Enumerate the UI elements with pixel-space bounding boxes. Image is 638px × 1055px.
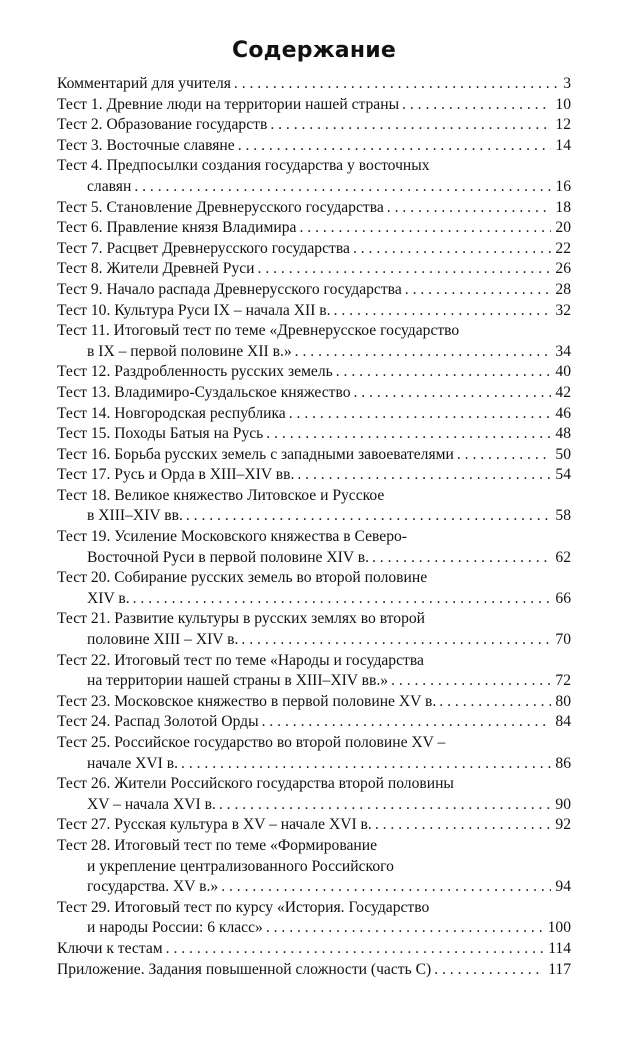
toc-entry-line <box>57 486 571 507</box>
toc-entry-text: Тест 22. Итоговый тест по теме «Народы и государства <box>57 651 424 669</box>
toc-entry-line <box>57 465 571 486</box>
toc-entry-line <box>57 939 571 960</box>
toc-entry-text: Тест 8. Жители Древней Руси <box>57 260 255 278</box>
dot-leader <box>186 506 552 527</box>
toc-entry-text: государства. XV в.» <box>87 878 219 896</box>
toc-page-number: 22 <box>555 239 571 257</box>
toc-page-number: 90 <box>555 795 571 813</box>
toc-page-number: 70 <box>555 631 571 649</box>
dot-leader <box>238 136 552 157</box>
toc-entry-text: Тест 17. Русь и Орда в XIII–XIV вв. <box>57 466 295 484</box>
toc-entry <box>57 321 571 362</box>
toc-entry-text: Тест 4. Предпосылки создания государства у восточных <box>57 157 430 175</box>
toc-entry-text: Тест 16. Борьба русских земель с западными завоевателями <box>57 445 454 463</box>
toc-entry-continuation-line <box>57 795 571 816</box>
toc-page-number: 114 <box>548 939 571 957</box>
toc-entry-line <box>57 239 571 260</box>
toc-entry-text: XIV в. <box>87 589 130 607</box>
toc-entry-line <box>57 836 571 857</box>
toc-entry-text: Тест 25. Российское государство во второй половине XV – <box>57 734 446 751</box>
toc-entry-text: Тест 23. Московское княжество в первой половине XV в. <box>57 692 437 710</box>
toc-entry-continuation-line <box>57 754 571 775</box>
toc-page-number: 92 <box>555 816 571 834</box>
toc-entry-text: Тест 29. Итоговый тест по курсу «История. Государство <box>57 898 430 916</box>
dot-leader <box>375 815 552 836</box>
toc-entry-line <box>57 404 571 425</box>
dot-leader <box>405 280 552 301</box>
toc-entry-text: Ключи к тестам <box>57 939 163 957</box>
toc-entry-line <box>57 136 571 157</box>
toc-entry-continuation-line <box>57 857 571 878</box>
toc-entry <box>57 280 571 301</box>
toc-entry-text: Тест 26. Жители Российского государства второй половины <box>57 775 454 793</box>
toc-entry-text: Тест 21. Развитие культуры в русских землях во второй <box>57 610 426 628</box>
toc-page-number: 66 <box>555 589 571 607</box>
toc-entry <box>57 74 571 95</box>
toc-entry-line <box>57 651 571 672</box>
dot-leader <box>334 301 552 322</box>
toc-entry-continuation-line <box>57 589 571 610</box>
toc-entry <box>57 815 571 836</box>
toc-page-number: 80 <box>555 692 571 710</box>
toc-entry-text: половине XIII – XIV в. <box>87 631 239 649</box>
toc-entry <box>57 136 571 157</box>
toc-page-number: 12 <box>555 116 571 134</box>
toc-page-number: 46 <box>555 404 571 422</box>
toc-entry <box>57 960 571 981</box>
toc-entry-text: Тест 14. Новгородская республика <box>57 404 286 422</box>
toc-entry-line <box>57 424 571 445</box>
toc-entry <box>57 527 571 568</box>
toc-entry-text: Тест 11. Итоговый тест по теме «Древнерусское государство <box>57 322 460 340</box>
dot-leader <box>221 877 551 898</box>
toc-entry <box>57 445 571 466</box>
toc-entry-text: Тест 28. Итоговый тест по теме «Формирование <box>57 836 378 854</box>
toc-entry <box>57 898 571 939</box>
toc-entry-line <box>57 609 571 630</box>
toc-page-number: 62 <box>555 548 571 566</box>
toc-entry <box>57 424 571 445</box>
toc-entry <box>57 383 571 404</box>
toc-page-number: 54 <box>555 466 571 484</box>
toc-entry-text: Тест 5. Становление Древнерусского государства <box>57 198 384 216</box>
toc-entry-line <box>57 259 571 280</box>
table-of-contents <box>57 74 571 980</box>
toc-entry-text: XV – начала XVI в. <box>87 795 216 813</box>
toc-entry-text: и народы России: 6 класс» <box>87 919 263 937</box>
toc-entry-continuation-line <box>57 506 571 527</box>
toc-page-number: 48 <box>555 425 571 443</box>
toc-entry-text: Тест 18. Великое княжество Литовское и Русское <box>57 486 385 504</box>
dot-leader <box>402 95 551 116</box>
toc-entry-text: Тест 13. Владимиро-Суздальское княжество <box>57 383 351 401</box>
toc-entry-continuation-line <box>57 671 571 692</box>
toc-entry-line <box>57 712 571 733</box>
dot-leader <box>241 630 551 651</box>
toc-entry-line <box>57 218 571 239</box>
dot-leader <box>387 198 552 219</box>
dot-leader <box>353 239 551 260</box>
toc-entry <box>57 259 571 280</box>
toc-entry-text: Тест 1. Древние люди на территории нашей страны <box>57 95 400 113</box>
toc-entry-line <box>57 445 571 466</box>
toc-entry <box>57 95 571 116</box>
dot-leader <box>299 218 551 239</box>
toc-entry-line <box>57 898 571 919</box>
toc-entry-text: Приложение. Задания повышенной сложности (часть С) <box>57 960 432 978</box>
toc-entry-text: Тест 10. Культура Руси IX – начала XII в. <box>57 301 331 319</box>
toc-page-number: 20 <box>555 219 571 237</box>
dot-leader <box>266 918 544 939</box>
toc-entry-text: Восточной Руси в первой половине XIV в. <box>87 548 369 566</box>
toc-entry-line <box>57 280 571 301</box>
toc-page-number: 14 <box>555 136 571 154</box>
toc-entry <box>57 774 571 815</box>
toc-entry-line <box>57 774 571 795</box>
toc-entry-line <box>57 74 571 95</box>
toc-entry-line <box>57 527 571 548</box>
toc-entry-text: в XIII–XIV вв. <box>87 507 183 525</box>
toc-page-number: 26 <box>555 260 571 278</box>
toc-entry-text: Тест 20. Собирание русских земель во второй половине <box>57 569 428 587</box>
toc-entry-line <box>57 692 571 713</box>
dot-leader <box>134 177 551 198</box>
page-title: Содержание <box>232 38 396 63</box>
toc-entry-line <box>57 815 571 836</box>
toc-entry-text: Тест 6. Правление князя Владимира <box>57 219 297 237</box>
toc-entry <box>57 301 571 322</box>
toc-entry-line <box>57 115 571 136</box>
toc-entry-continuation-line <box>57 548 571 569</box>
toc-entry <box>57 836 571 898</box>
toc-page-number: 28 <box>555 280 571 298</box>
toc-page-number: 50 <box>555 445 571 463</box>
toc-entry-continuation-line <box>57 177 571 198</box>
dot-leader <box>439 692 551 713</box>
toc-entry-line <box>57 568 571 589</box>
toc-entry-line <box>57 383 571 404</box>
toc-page-number: 117 <box>548 960 571 978</box>
toc-entry <box>57 115 571 136</box>
dot-leader <box>297 465 551 486</box>
toc-page-number: 94 <box>555 878 571 896</box>
toc-entry <box>57 939 571 960</box>
toc-entry <box>57 404 571 425</box>
toc-entry-continuation-line <box>57 342 571 363</box>
dot-leader <box>258 259 552 280</box>
dot-leader <box>219 795 552 816</box>
toc-page-number: 100 <box>547 919 571 937</box>
toc-entry-line <box>57 95 571 116</box>
dot-leader <box>181 754 551 775</box>
toc-entry-text: Тест 3. Восточные славяне <box>57 136 235 154</box>
toc-entry-text: Комментарий для учителя <box>57 75 231 92</box>
toc-entry <box>57 609 571 650</box>
toc-entry <box>57 486 571 527</box>
toc-page-number: 84 <box>555 713 571 731</box>
toc-entry <box>57 568 571 609</box>
toc-entry-text: Тест 12. Раздробленность русских земель <box>57 363 333 381</box>
toc-entry-line <box>57 733 571 754</box>
toc-entry-text: Тест 9. Начало распада Древнерусского государства <box>57 280 402 298</box>
toc-entry <box>57 712 571 733</box>
dot-leader <box>336 362 552 383</box>
toc-entry-text: Тест 24. Распад Золотой Орды <box>57 713 259 731</box>
dot-leader <box>295 342 552 363</box>
toc-entry <box>57 692 571 713</box>
toc-entry-text: на территории нашей страны в XIII–XIV вв.» <box>87 672 389 690</box>
toc-entry-continuation-line <box>57 918 571 939</box>
toc-entry-line <box>57 321 571 342</box>
toc-page-number: 32 <box>555 301 571 319</box>
toc-page-number: 16 <box>555 177 571 195</box>
dot-leader <box>266 424 551 445</box>
toc-entry-text: Тест 7. Расцвет Древнерусского государства <box>57 239 350 257</box>
contents-page <box>57 38 571 980</box>
toc-entry-line <box>57 301 571 322</box>
toc-entry-continuation-line <box>57 630 571 651</box>
dot-leader <box>391 671 551 692</box>
toc-entry <box>57 465 571 486</box>
dot-leader <box>166 939 545 960</box>
dot-leader <box>270 115 551 136</box>
toc-page-number: 10 <box>555 95 571 113</box>
toc-page-number: 34 <box>555 342 571 360</box>
toc-entry-text: Тест 2. Образование государств <box>57 116 268 134</box>
toc-entry <box>57 156 571 197</box>
toc-entry-text: начале XVI в. <box>87 754 179 772</box>
dot-leader <box>133 589 552 610</box>
toc-entry <box>57 239 571 260</box>
toc-entry-text: Тест 27. Русская культура в XV – начале XVI в. <box>57 816 372 834</box>
dot-leader <box>289 404 552 425</box>
toc-entry <box>57 733 571 774</box>
dot-leader <box>262 712 552 733</box>
toc-entry-text: в IX – первой половине XII в.» <box>87 342 292 360</box>
toc-entry-line <box>57 960 571 981</box>
toc-entry-continuation-line <box>57 877 571 898</box>
dot-leader <box>234 74 559 95</box>
toc-entry-line <box>57 156 571 177</box>
dot-leader <box>434 960 544 981</box>
toc-entry <box>57 651 571 692</box>
toc-entry-line <box>57 198 571 219</box>
toc-page-number: 3 <box>563 75 571 92</box>
toc-page-number: 72 <box>555 672 571 690</box>
toc-entry <box>57 198 571 219</box>
toc-page-number: 86 <box>555 754 571 772</box>
toc-page-number: 18 <box>555 198 571 216</box>
toc-entry <box>57 362 571 383</box>
dot-leader <box>354 383 552 404</box>
toc-entry-text: Тест 19. Усиление Московского княжества в Северо- <box>57 528 407 546</box>
toc-entry-text: славян <box>87 177 132 195</box>
toc-entry-text: и укрепление централизованного Российского <box>87 857 394 875</box>
toc-page-number: 40 <box>555 363 571 381</box>
toc-entry <box>57 218 571 239</box>
toc-entry-text: Тест 15. Походы Батыя на Русь <box>57 425 264 443</box>
toc-entry-line <box>57 362 571 383</box>
toc-page-number: 58 <box>555 507 571 525</box>
toc-page-number: 42 <box>555 383 571 401</box>
dot-leader <box>372 548 551 569</box>
dot-leader <box>457 445 552 466</box>
